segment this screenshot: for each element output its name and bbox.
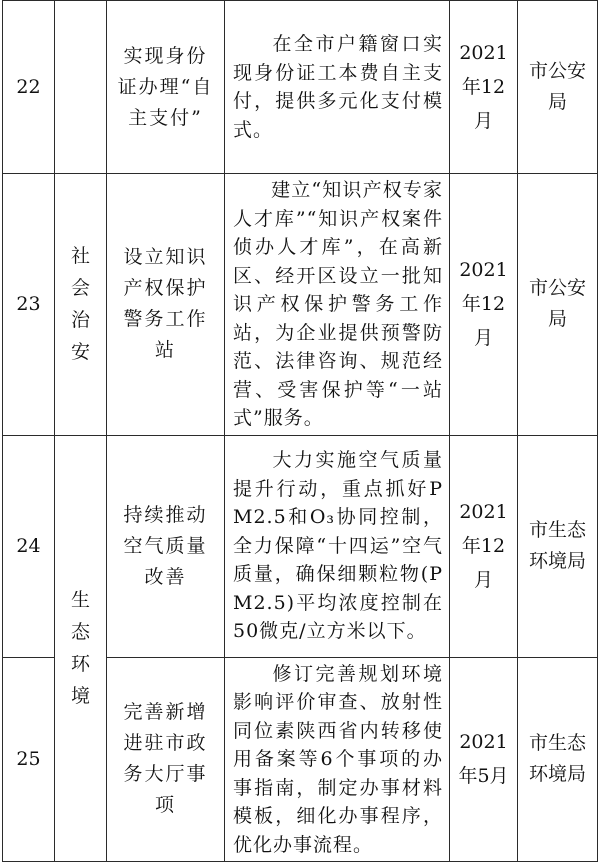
category-label: 生态环境 — [55, 435, 107, 862]
deadline: 2021年12月 — [450, 1, 518, 174]
item-description — [225, 657, 450, 862]
row-number: 25 — [3, 657, 55, 862]
item-description — [225, 174, 450, 436]
description-text: 大力实施空气质量提升行动，重点抓好PM2.5和O₃协同控制，全力保障“十四运”空气质量，确保细颗粒物(PM2.5)平均浓度控制在50微克/立方米以下。 — [233, 449, 443, 643]
category-cell-empty — [55, 1, 107, 174]
matters-table — [2, 0, 598, 862]
item-name: 设立知识产权保护警务工作站 — [107, 174, 225, 436]
responsible-department: 市生态环境局 — [518, 435, 598, 657]
responsible-department: 市公安局 — [518, 1, 598, 174]
table-row — [3, 435, 598, 657]
description-text: 修订完善规划环境影响评价审查、放射性同位素陕西省内转移使用备案等6个事项的办事指南，制定办事材料模板，细化办事程序，优化办事流程。 — [233, 662, 443, 856]
description-text: 在全市户籍窗口实现身份证工本费自主支付，提供多元化支付模式。 — [233, 33, 443, 141]
row-number: 23 — [3, 174, 55, 436]
item-name: 实现身份证办理“自主支付” — [107, 1, 225, 174]
category-label: 社会治安 — [55, 174, 107, 436]
table-row — [3, 1, 598, 174]
row-number: 22 — [3, 1, 55, 174]
item-name: 持续推动空气质量改善 — [107, 435, 225, 657]
deadline: 2021年12月 — [450, 174, 518, 436]
item-name: 完善新增进驻市政务大厅事项 — [107, 657, 225, 862]
item-description — [225, 1, 450, 174]
responsible-department: 市生态环境局 — [518, 657, 598, 862]
deadline: 2021年5月 — [450, 657, 518, 862]
table-row — [3, 174, 598, 436]
item-description — [225, 435, 450, 657]
description-text: 建立“知识产权专家人才库”“知识产权案件侦办人才库”，在高新区、经开区设立一批知识产权保护警务工作站，为企业提供预警防范、法律咨询、规范经营、受害保护等“一站式”服务。 — [233, 179, 443, 429]
deadline: 2021年12月 — [450, 435, 518, 657]
responsible-department: 市公安局 — [518, 174, 598, 436]
row-number: 24 — [3, 435, 55, 657]
